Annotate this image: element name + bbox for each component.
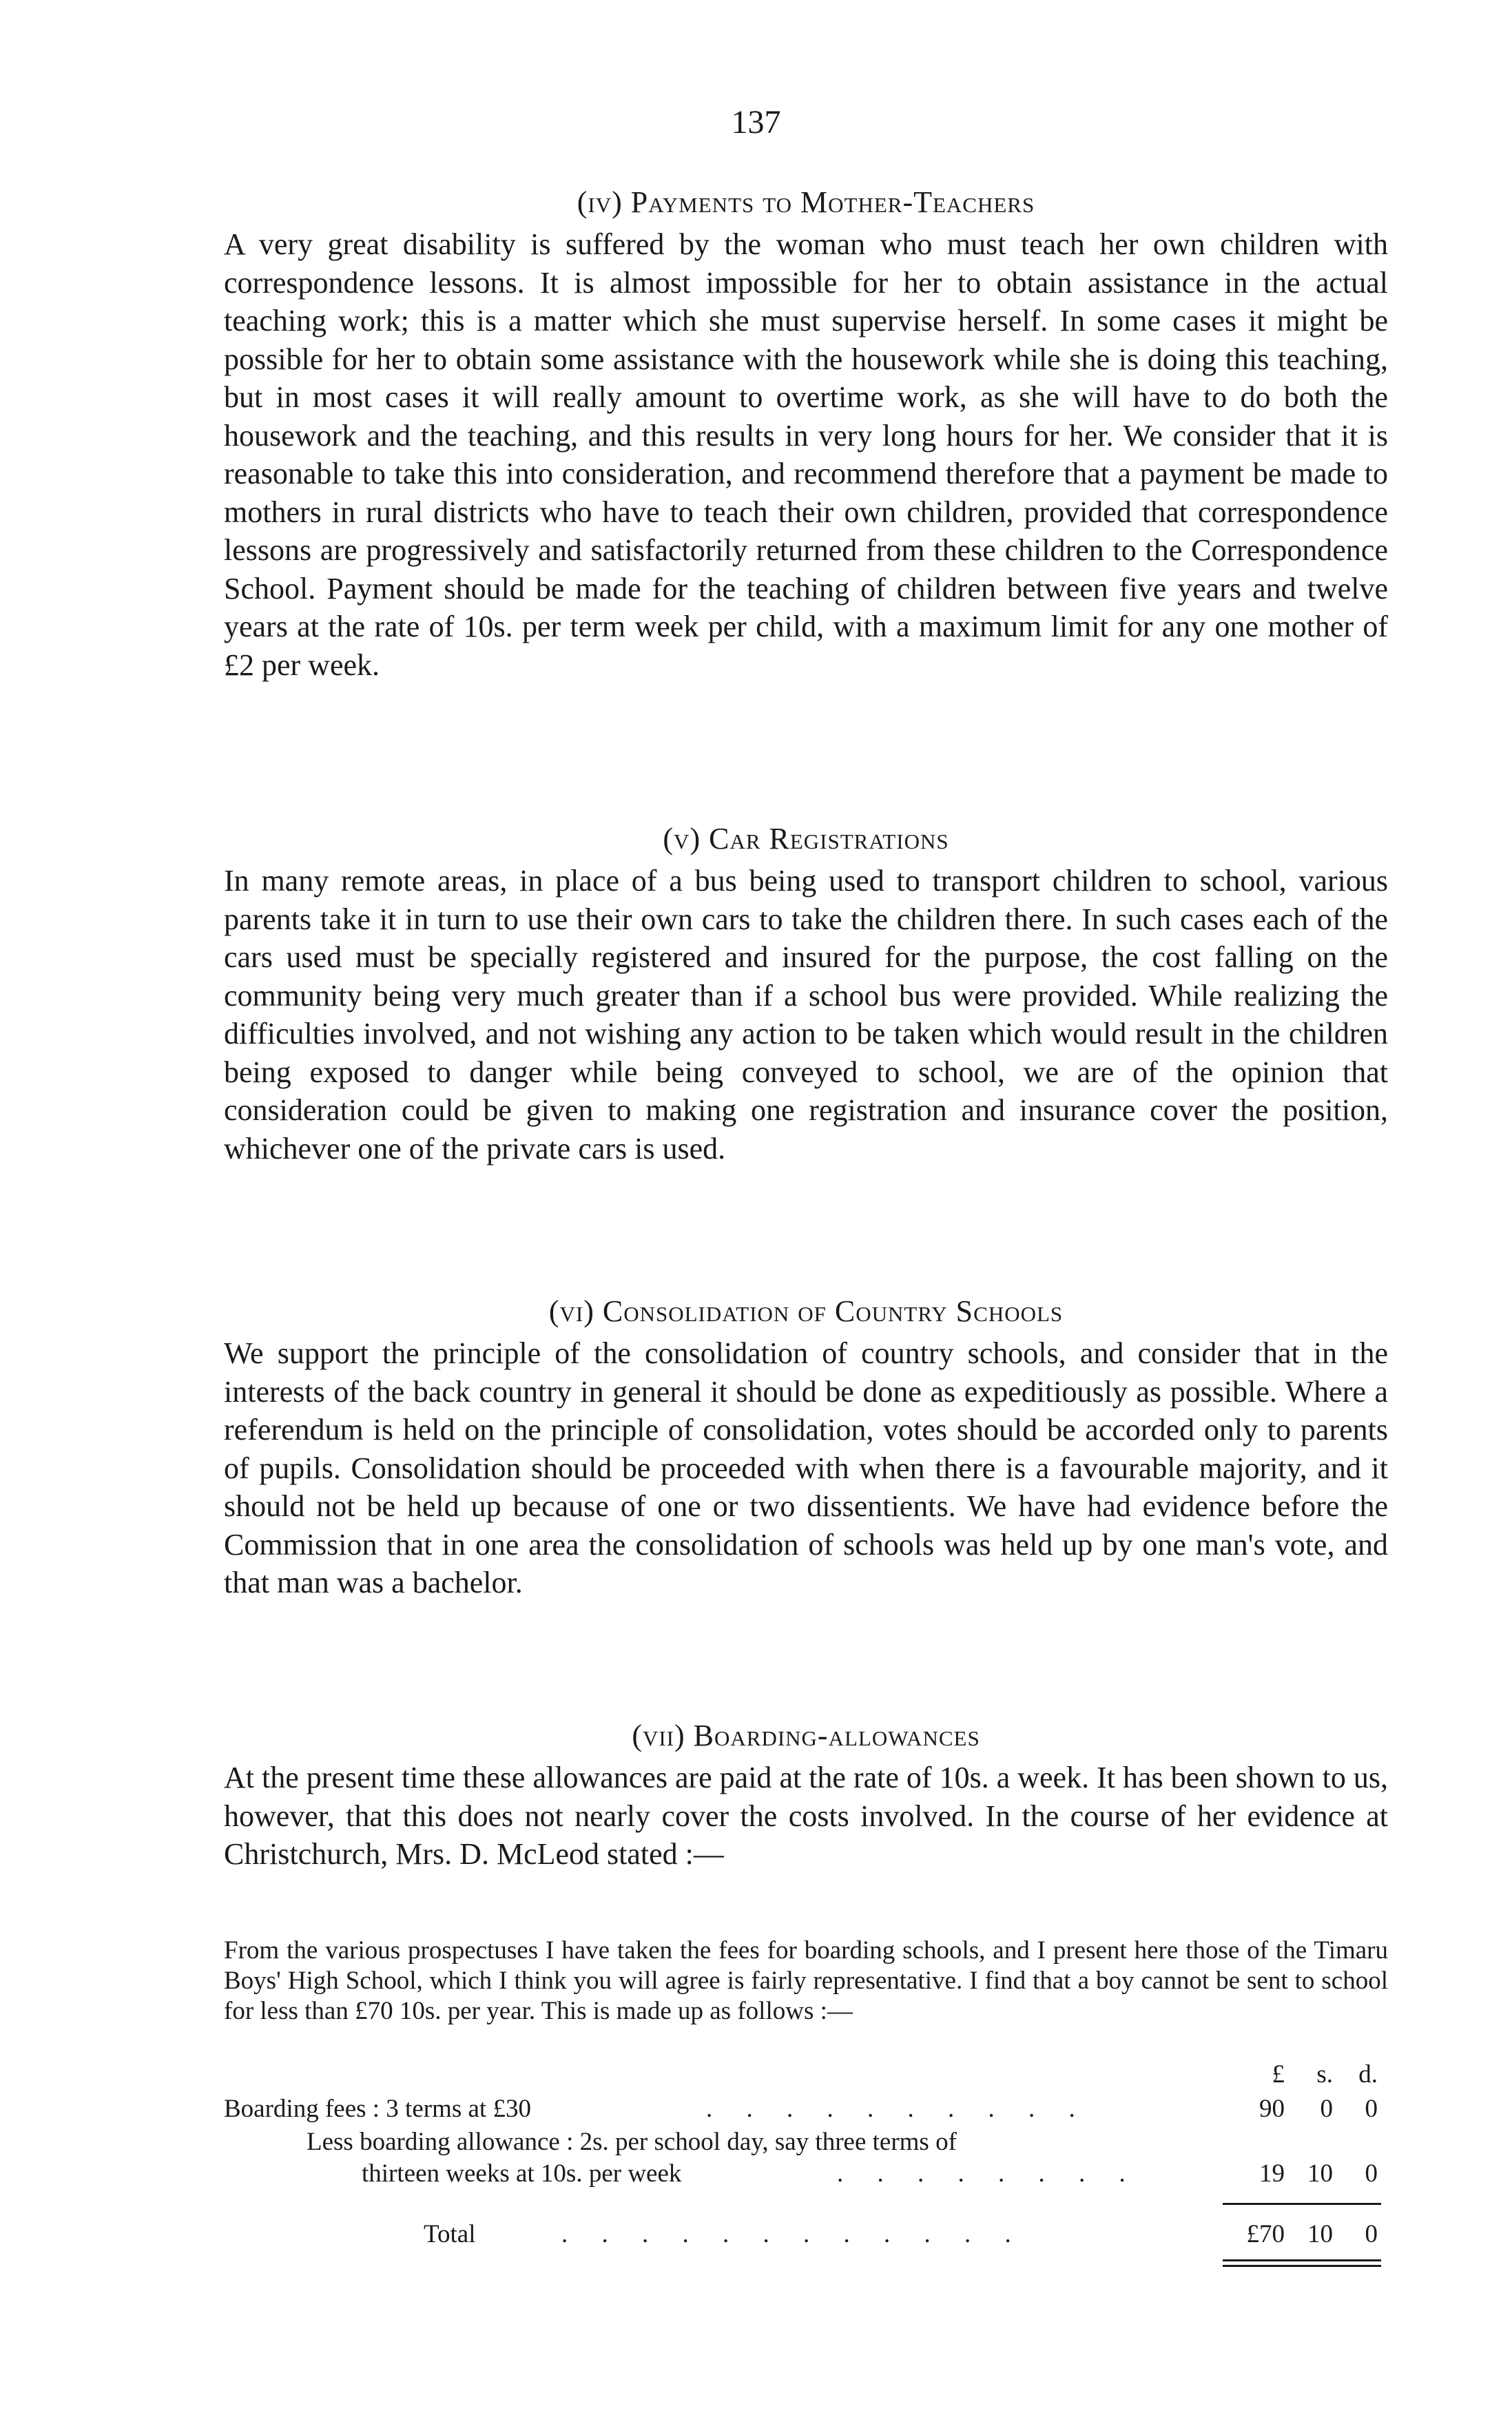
section-paragraph: We support the principle of the consolidation of country schools, and consider that in the interests of the back country in general it should be done as expeditiously as possible. Where a referendum is held on the principle of consolidation, votes should be accorded only to parents of pupils. Consolidation should be proceeded with when there is a favourable majority, and it should not be held up because of one or two dissentients. We have had evidence before the Commission that in one area the consolidation of schools was held up by one man's vote, and that man was a bachelor. [224,1336,1388,1599]
section-paragraph: At the present time these allowances are paid at the rate of 10s. a week. It has been shown to us, however, that this does not nearly cover the costs involved. In the course of her evidence at Christchurch, Mrs. D. McLeod stated :— [224,1761,1388,1871]
row-leader-dots: . . . . . . . . . . [706,2095,1089,2123]
section-consolidation-country-schools [224,1294,1388,1602]
total-pence: 0 [1365,2220,1378,2248]
table-row [224,2159,1388,2192]
row-label: thirteen weeks at 10s. per week [362,2159,682,2188]
row-pence: 0 [1365,2095,1378,2123]
section-heading: (vii) Boarding-allowances [632,1719,980,1752]
page-number: 137 [731,104,781,141]
total-double-rule-bottom [1223,2265,1381,2267]
total-pounds: £70 [1246,2220,1285,2248]
table-header-row [224,2060,1388,2093]
quoted-evidence [224,1936,1388,2027]
table-row [224,2127,1388,2160]
total-label: Total [424,2220,476,2248]
row-pence: 0 [1365,2159,1378,2188]
section-paragraph: In many remote areas, in place of a bus being used to transport children to school, various parents take it in turn to use their own cars to take the children there. In such cases each of the cars used must be specially registered and insured for the purpose, the cost falling on the community being very much greater than if a school bus were provided. While realizing the difficulties involved, and not wishing any action to be taken which would result in the children being exposed to danger while being conveyed to school, we are of the opinion that consideration could be given to making one registration and insurance cover the position, whichever one of the private cars is used. [224,864,1388,1165]
row-shillings: 0 [1320,2095,1333,2123]
section-boarding-allowances [224,1718,1388,1874]
section-car-registrations [224,821,1388,1168]
total-shillings: 10 [1307,2220,1333,2248]
table-total-row [224,2219,1388,2252]
section-heading: (iv) Payments to Mother-Teachers [577,185,1035,219]
row-shillings: 10 [1307,2159,1333,2188]
row-pounds: 90 [1259,2095,1285,2123]
row-leader-dots: . . . . . . . . [837,2159,1139,2188]
row-label: Boarding fees : 3 terms at £30 [224,2095,531,2123]
header-pence: d. [1358,2060,1378,2089]
total-leader-dots: . . . . . . . . . . . . [561,2220,1025,2248]
section-heading: (v) Car Registrations [663,822,949,856]
subtotal-rule [1223,2203,1381,2205]
header-pounds: £ [1272,2060,1285,2089]
total-double-rule-top [1223,2259,1381,2261]
quote-paragraph: From the various prospectuses I have taken the fees for boarding schools, and I present here those of the Timaru Boys' High School, which I think you will agree is fairly representative. I find that a boy cannot be sent to school for less than £70 10s. per year. This is made up as follows :— [224,1936,1388,2025]
section-payments-mother-teachers [224,185,1388,684]
table-row [224,2094,1388,2127]
row-label: Less boarding allowance : 2s. per school day, say three terms of [307,2128,957,2156]
row-pounds: 19 [1259,2159,1285,2188]
header-shillings: s. [1316,2060,1333,2089]
section-heading: (vi) Consolidation of Country Schools [548,1294,1064,1328]
cost-table [224,2060,1388,2266]
section-paragraph: A very great disability is suffered by the woman who must teach her own children with correspondence lessons. It is almost impossible for her to obtain assistance in the actual teaching work; this is a matter which she must supervise herself. In some cases it might be possible for her to obtain some assistance with the housework while she is doing this teaching, but in most cases it will really amount to overtime work, as she will have to do both the housework and the teaching, and this results in very long hours for her. We consider that it is reasonable to take this into consideration, and recommend therefore that a payment be made to mothers in rural districts who have to teach their own children, provided that correspondence lessons are progressively and satisfactorily returned from these children to the Correspondence School. Payment should be made for the teaching of children between five years and twelve years at the rate of 10s. per term week per child, with a maximum limit for any one mother of £2 per week. [224,227,1388,682]
